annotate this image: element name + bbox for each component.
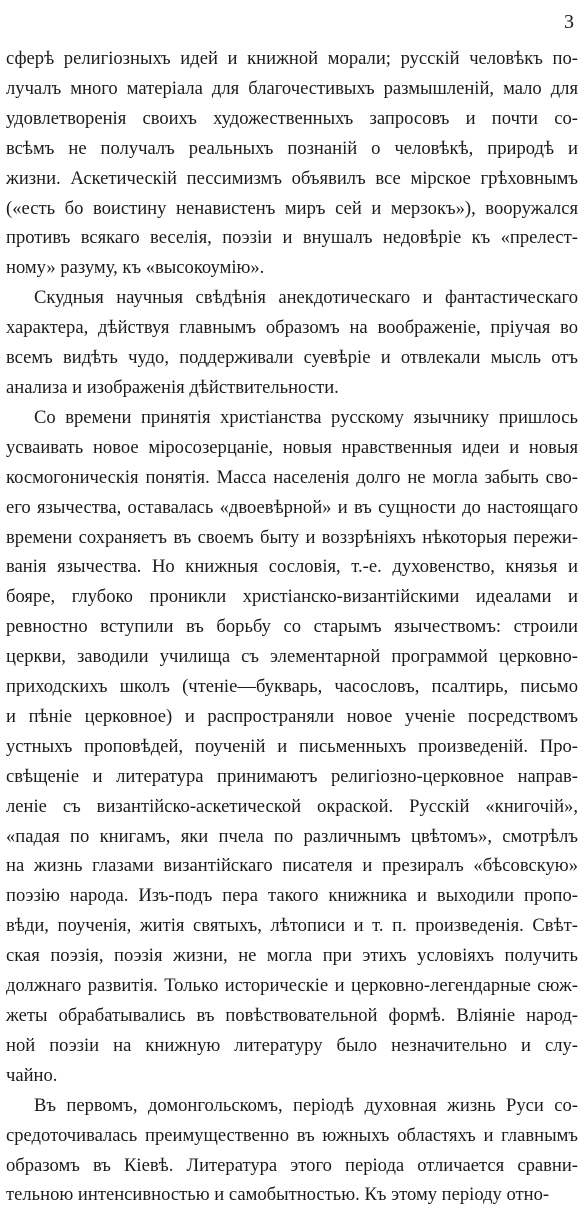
text-line: всемъ видѣть чудо, поддерживали суевѣріе и отвлекали мысль отъ bbox=[6, 347, 578, 369]
text-line: приходскихъ школъ (чтеніе—букварь, часословъ, псалтирь, письмо bbox=[6, 676, 578, 698]
text-line: лучалъ много матеріала для благочестивыхъ размышленій, мало для bbox=[6, 77, 578, 99]
text-line: его язычества, оставалась «двоевѣрной» и въ сущности до настоящаго bbox=[6, 496, 578, 518]
paragraph bbox=[6, 403, 578, 1091]
paragraph bbox=[6, 1091, 578, 1210]
text-line: «падая по книгамъ, яки пчела по различнымъ цвѣтомъ», смотрѣлъ bbox=[6, 825, 578, 847]
text-line: ному» разуму, къ «высокоумію». bbox=[6, 257, 265, 279]
text-line: жизни. Аскетическій пессимизмъ объявилъ все мірское грѣховнымъ bbox=[6, 167, 578, 189]
text-line: Въ первомъ, домонгольскомъ, періодѣ духовная жизнь Руси со- bbox=[34, 1094, 578, 1116]
text-line: ревностно вступили въ борьбу со старымъ язычествомъ: строили bbox=[6, 616, 578, 638]
text-line: свѣщеніе и литература принимаютъ религіозно-церковное направ- bbox=[6, 765, 578, 787]
text-line: образомъ въ Кіевѣ. Литература этого періода отличается сравни- bbox=[6, 1154, 578, 1176]
paragraph bbox=[6, 283, 578, 403]
page-number: 3 bbox=[564, 11, 574, 33]
text-line: всѣмъ не получалъ реальныхъ познаній о человѣкѣ, природѣ и bbox=[6, 137, 578, 159]
text-line: времени сохраняетъ въ своемъ быту и воззрѣніяхъ нѣкоторыя пережи- bbox=[6, 526, 578, 548]
text-line: поэзію народа. Изъ-подъ пера такого книжника и выходили пропо- bbox=[6, 885, 578, 907]
text-line: церкви, заводили училища съ элементарной программой церковно- bbox=[6, 646, 578, 668]
text-line: тельною интенсивностью и самобытностью. Къ этому періоду отно- bbox=[6, 1184, 550, 1206]
text-line: средоточивалась преимущественно въ южныхъ областяхъ и главнымъ bbox=[6, 1124, 578, 1146]
text-line: усваивать новое міросозерцаніе, новыя нравственныя идеи и новыя bbox=[6, 436, 578, 458]
text-line: анализа и изображенія дѣйствительности. bbox=[6, 376, 339, 398]
paragraph bbox=[6, 44, 578, 283]
text-line: противъ всякаго веселія, поэзіи и внушалъ недовѣріе къ «прелест- bbox=[6, 227, 578, 249]
text-line: чайно. bbox=[6, 1064, 58, 1086]
text-line: должнаго развитія. Только историческіе и церковно-легендарные сюж- bbox=[6, 975, 578, 997]
text-line: бояре, глубоко проникли христіанско-византійскими идеалами и bbox=[6, 586, 578, 608]
text-line: на жизнь глазами византійскаго писателя и презиралъ «бѣсовскую» bbox=[6, 855, 578, 877]
text-line: ская поэзія, поэзія жизни, не могла при этихъ условіяхъ получить bbox=[6, 945, 578, 967]
text-line: («есть бо воистину ненавистенъ миръ сей и мерзокъ»), вооружался bbox=[6, 197, 578, 219]
page-text bbox=[6, 44, 578, 1210]
text-line: жеты обрабатывались въ повѣствовательной формѣ. Вліяніе народ- bbox=[6, 1005, 578, 1026]
text-line: и пѣніе церковное) и распространяли новое ученіе посредствомъ bbox=[6, 705, 578, 727]
text-line: Со времени принятія христіанства русскому язычнику пришлось bbox=[34, 406, 578, 428]
text-line: вѣди, поученія, житія святыхъ, лѣтописи и т. п. произведенія. Свѣт- bbox=[6, 915, 578, 937]
text-line: космогоническія понятія. Масса населенія долго не могла забыть сво- bbox=[6, 466, 578, 488]
text-line: сферѣ религіозныхъ идей и книжной морали; русскій человѣкъ по- bbox=[6, 48, 578, 69]
text-line: характера, дѣйствуя главнымъ образомъ на воображеніе, пріучая во bbox=[6, 317, 578, 339]
text-line: Скудныя научныя свѣдѣнія анекдотическаго и фантастическаго bbox=[34, 287, 578, 309]
text-line: ванія язычества. Но книжныя сословія, т.-е. духовенство, князья и bbox=[6, 556, 578, 578]
text-line: удовлетворенія своихъ художественныхъ запросовъ и почти со- bbox=[6, 107, 578, 129]
text-line: леніе съ византійско-аскетической окраской. Русскій «книгочій», bbox=[6, 795, 578, 817]
text-line: ной поэзіи на книжную литературу было незначительно и слу- bbox=[6, 1034, 578, 1056]
text-line: устныхъ проповѣдей, поученій и письменныхъ произведеній. Про- bbox=[6, 735, 578, 757]
